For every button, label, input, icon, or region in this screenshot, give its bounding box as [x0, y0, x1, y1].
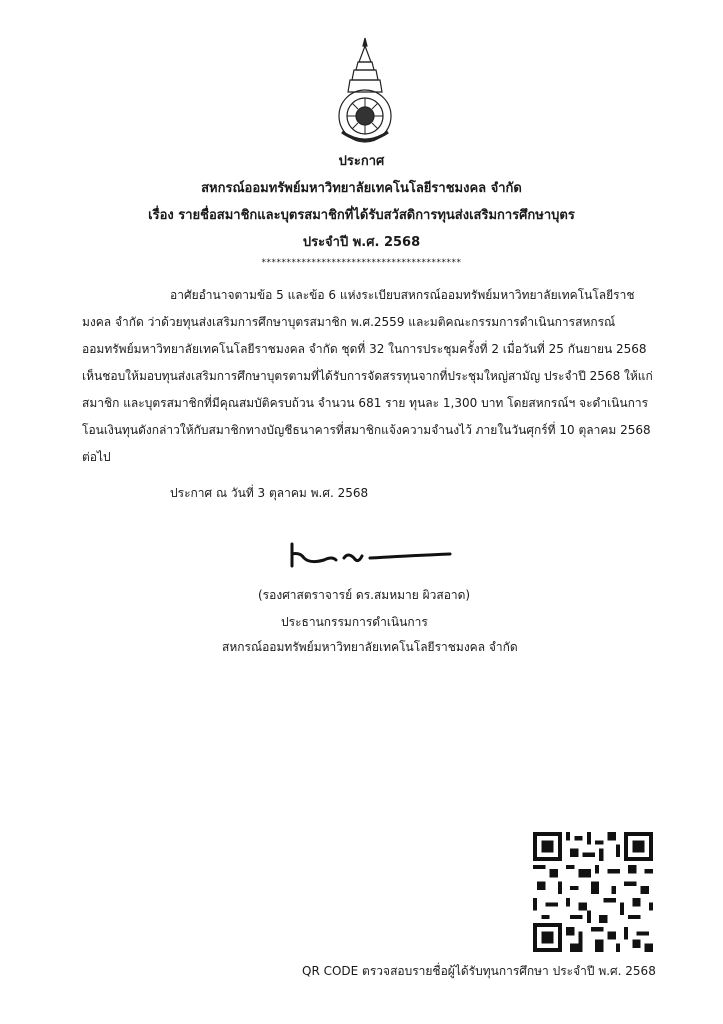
announcement-year: ประจำปี พ.ศ. 2568 — [302, 235, 421, 250]
signatory-organization: สหกรณ์ออมทรัพย์มหาวิทยาลัยเทคโนโลยีราชมงคล จำกัด — [222, 640, 518, 654]
body-line: ต่อไป — [82, 450, 111, 464]
body-line: สมาชิก และบุตรสมาชิกที่มีคุณสมบัติครบถ้วน จำนวน 681 ราย ทุนละ 1,300 บาท โดยสหกรณ์ฯ จะดำเนินการ — [82, 396, 649, 410]
qr-code-icon[interactable] — [533, 832, 653, 952]
qr-caption: QR CODE ตรวจสอบรายชื่อผู้ได้รับทุนการศึกษา ประจำปี พ.ศ. 2568 — [302, 964, 656, 978]
body-line: เห็นชอบให้มอบทุนส่งเสริมการศึกษาบุตรตามที่ได้รับการจัดสรรทุนจากที่ประชุมใหญ่สามัญ ประจำปี 2568 ให้แก่ — [82, 369, 653, 383]
organization-name: สหกรณ์ออมทรัพย์มหาวิทยาลัยเทคโนโลยีราชมงคล จำกัด — [201, 181, 522, 196]
announcement-date: ประกาศ ณ วันที่ 3 ตุลาคม พ.ศ. 2568 — [170, 486, 369, 500]
signatory-name: (รองศาสตราจารย์ ดร.สมหมาย ผิวสอาด) — [258, 588, 471, 602]
body-line: มงคล จำกัด ว่าด้วยทุนส่งเสริมการศึกษาบุตรสมาชิก พ.ศ.2559 และมติคณะกรรมการดำเนินการสหกรณ์ — [82, 315, 616, 329]
university-emblem-icon — [332, 36, 398, 148]
body-line: อาศัยอำนาจตามข้อ 5 และข้อ 6 แห่งระเบียบสหกรณ์ออมทรัพย์มหาวิทยาลัยเทคโนโลยีราช — [170, 288, 635, 302]
signatory-position: ประธานกรรมการดำเนินการ — [281, 615, 428, 629]
body-line: โอนเงินทุนดังกล่าวให้กับสมาชิกทางบัญชีธนาคารที่สมาชิกแจ้งความจำนงไว้ ภายในวันศุกร์ที่ 10 ตุลาคม 2568 — [82, 423, 651, 437]
handwritten-signature-icon — [284, 540, 454, 570]
body-line: ออมทรัพย์มหาวิทยาลัยเทคโนโลยีราชมงคล จำกัด ชุดที่ 32 ในการประชุมครั้งที่ 2 เมื่อวันที่ 25 กันยายน 2568 — [82, 342, 647, 356]
separator: **************************************** — [261, 258, 462, 268]
announcement-title: ประกาศ — [338, 154, 385, 169]
announcement-subject: เรื่อง รายชื่อสมาชิกและบุตรสมาชิกที่ได้รับสวัสดิการทุนส่งเสริมการศึกษาบุตร — [148, 208, 575, 223]
